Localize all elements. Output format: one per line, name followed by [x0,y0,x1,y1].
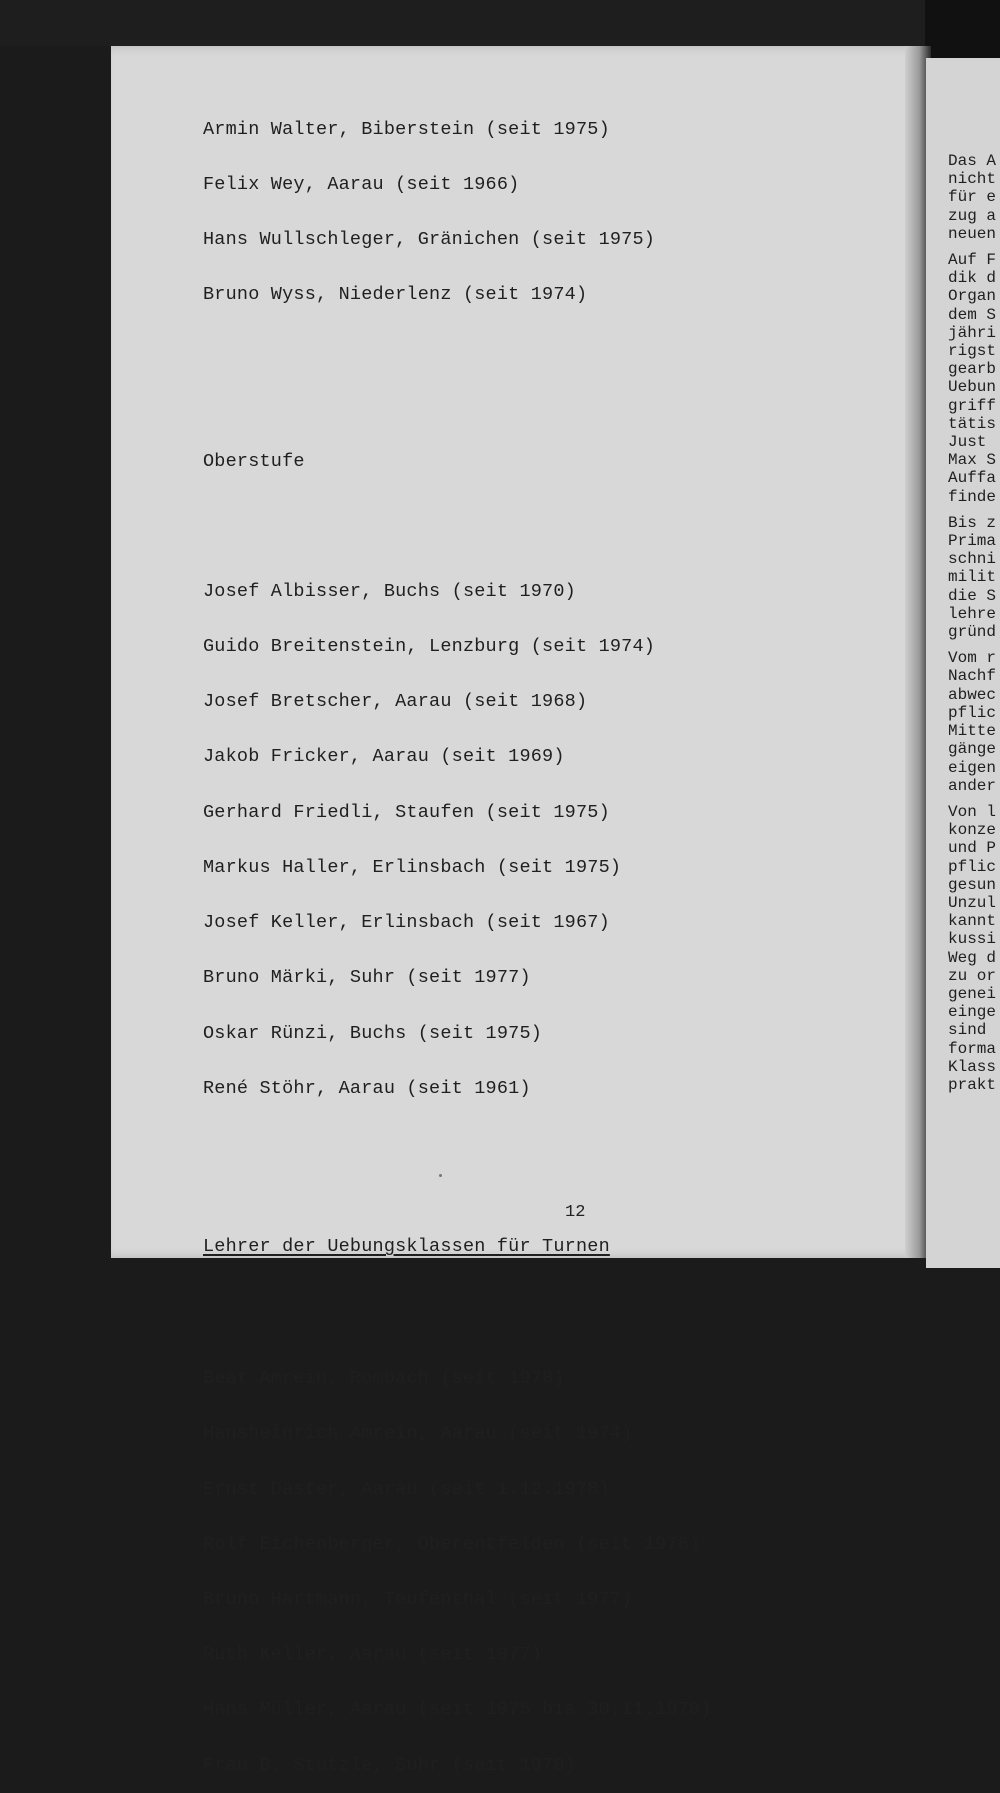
paragraph-gap [948,641,996,649]
adjacent-page-line: sind [948,1021,987,1040]
adjacent-page-line: Bis z [948,513,997,532]
adjacent-page-line: tätis [948,414,997,433]
teacher-entry: Josef Bretscher, Aarau (seit 1968) [203,691,588,713]
scan-binding-strip [925,0,1000,58]
adjacent-page-line: dik d [948,269,997,288]
scan-background-top [0,0,1000,46]
teacher-entry: Markus Haller, Erlinsbach (seit 1975) [203,856,622,878]
teacher-entry: Hans Müller, Aarau (seit 1975 bis 30.11.1978) [203,1699,712,1721]
section-heading-oberstufe: Oberstufe [203,450,305,472]
teacher-entry: Josef Albisser, Buchs (seit 1970) [203,580,576,602]
teacher-entry: Ruth Keller, Aarau (seit 1977) [203,1644,543,1666]
adjacent-page-line: Das A [948,152,997,170]
teacher-entry: Oskar Rünzi, Buchs (seit 1975) [203,1022,543,1044]
adjacent-page-line: pflic [948,857,997,876]
adjacent-page-line: Weg d [948,948,997,967]
section-spacer [203,1299,803,1315]
adjacent-page-line: Auffa [948,469,997,488]
paragraph-gap [948,506,996,514]
adjacent-page-line: nicht [948,170,997,189]
adjacent-page-line: neuen [948,224,997,243]
paragraph-gap [948,795,996,803]
teacher-entry: Josef Keller, Erlinsbach (seit 1967) [203,912,610,934]
section-spacer [203,514,803,528]
adjacent-page-line: kussi [948,930,997,949]
adjacent-page-line: Vom r [948,649,997,668]
section-heading-turnen: Lehrer der Uebungsklassen für Turnen [203,1236,610,1258]
adjacent-page-line: Von l [948,802,997,821]
adjacent-page-line: Unzul [948,893,997,912]
adjacent-page-line: pflic [948,703,997,722]
teacher-entry: Bruno Hartmann, Teufenthal (seit 1977) [203,1588,633,1610]
section-spacer [203,360,803,416]
adjacent-page-line: Prima [948,532,997,551]
teacher-entry: Hans Wullschleger, Gränichen (seit 1975) [203,229,656,251]
adjacent-page-line: für e [948,188,997,207]
section-spacer [203,1153,803,1201]
teacher-entry: Jakob Fricker, Aarau (seit 1969) [203,746,565,768]
teacher-entry: Guido Breitenstein, Lenzburg (seit 1974) [203,636,656,658]
teacher-entry: Bruno Märki, Suhr (seit 1977) [203,967,531,989]
teacher-entry: Hansheinrich Amrein, Aarau (seit 1974) [203,1423,633,1445]
adjacent-page-line: gründ [948,623,997,642]
adjacent-page [926,58,1000,1268]
adjacent-page-line: gesun [948,875,997,894]
adjacent-page-line: rigst [948,342,997,361]
adjacent-page-line: kannt [948,912,997,931]
adjacent-page-line: gearb [948,360,997,379]
teacher-entry: Rolf Eichenberger, Oberentfelden (seit 1978) [203,1533,701,1555]
teacher-entry: Beat Amrein, Rombach (seit 1978) [203,1368,565,1390]
adjacent-page-line: Auf F [948,251,997,270]
adjacent-page-line: prakt [948,1075,997,1094]
adjacent-page-line: genei [948,984,997,1003]
teacher-entry: Bruno Wyss, Niederlenz (seit 1974) [203,284,588,306]
adjacent-page-line: einge [948,1003,997,1022]
adjacent-page-line: zug a [948,206,997,225]
adjacent-page-line: finde [948,487,997,506]
adjacent-page-line: Nachf [948,667,997,686]
adjacent-page-line: lehre [948,604,997,623]
teacher-entry: Gerhard Friedli, Staufen (seit 1975) [203,801,610,823]
adjacent-page-line: Organ [948,287,997,306]
paragraph-gap [948,243,996,251]
adjacent-page-line: gänge [948,740,997,759]
adjacent-page-line: abwec [948,685,997,704]
teacher-entry: Felix Wey, Aarau (seit 1966) [203,174,520,196]
teacher-entry: Frau B. Stützle, Suhr (seit 1978) [203,1754,576,1776]
teacher-entry: Ernst Däster, Aarau (seit 1.12.1978) [203,1478,610,1500]
adjacent-page-line: schni [948,550,997,569]
adjacent-page-line: eigen [948,758,997,777]
adjacent-page-line: forma [948,1039,997,1058]
adjacent-page-line: zu or [948,966,997,985]
adjacent-page-line: milit [948,568,997,587]
adjacent-page-line: jähri [948,323,997,342]
teacher-entry: René Stöhr, Aarau (seit 1961) [203,1077,531,1099]
adjacent-page-line: die S [948,586,997,605]
adjacent-page-line: und P [948,839,997,858]
page-text-column [203,84,803,1793]
adjacent-page-line: dem S [948,305,997,324]
adjacent-page-text [948,152,996,1094]
adjacent-page-line: konze [948,821,997,840]
adjacent-page-line: griff [948,396,997,415]
adjacent-page-line: Uebun [948,378,997,397]
adjacent-page-line: Mitte [948,722,997,741]
adjacent-page-line: Klass [948,1057,997,1076]
teacher-entry: Armin Walter, Biberstein (seit 1975) [203,118,610,140]
adjacent-page-line: Just [948,433,987,452]
adjacent-page-line: Max S [948,451,997,470]
adjacent-page-line: ander [948,776,997,795]
page-number: 12 [565,1203,586,1222]
